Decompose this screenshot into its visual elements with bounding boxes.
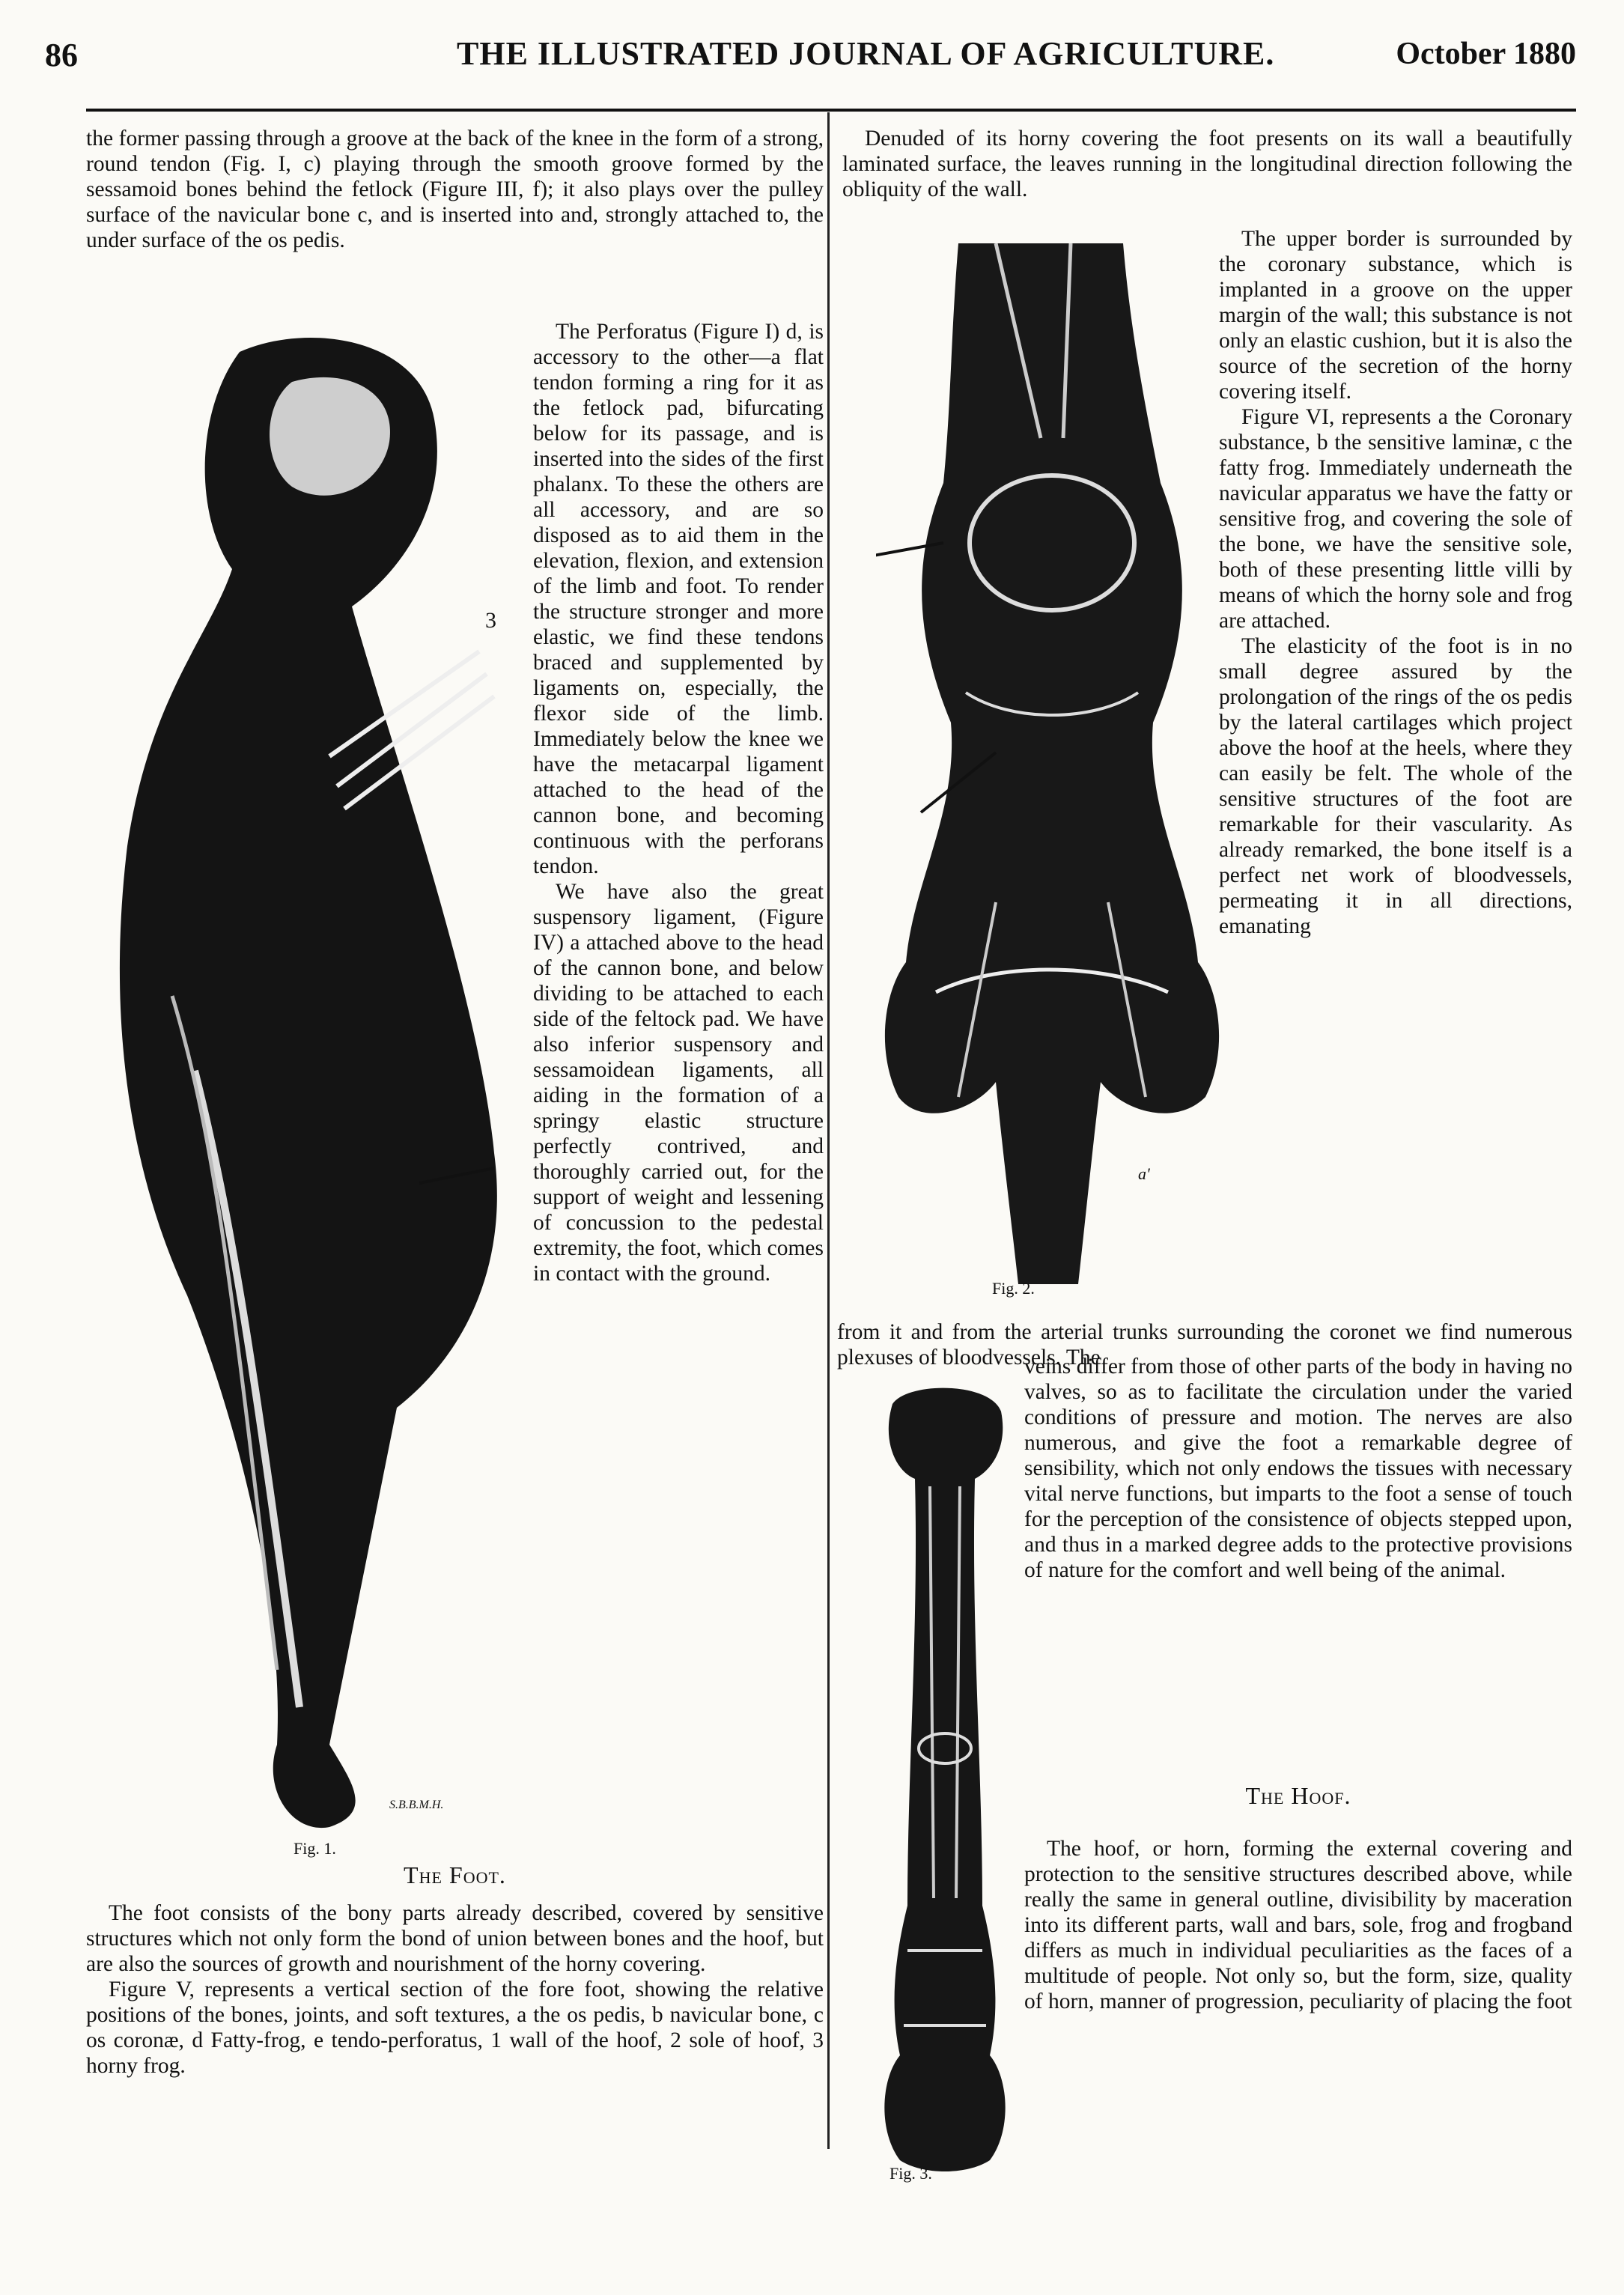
fig2-caption: Fig. 2. bbox=[992, 1279, 1035, 1298]
foot-paragraph-1: The foot consists of the bony parts already described, covered by sensitive structures which not only form the bond of union between bones and the hoof, but are also the sources of growth and nourishment of the horny covering. bbox=[86, 1901, 824, 1976]
elasticity-paragraph: The elasticity of the foot is in no small degree assured by the prolongation of the rings of the os pedis by the lateral cartilages which project above the hoof at the heels, where they can easily be felt. The whole of the sensitive structures of the foot are remarkable for their vascularity. As already remarked, the bone itself is a perfect net work of bloodvessels, permeating it in all directions, emanating bbox=[1219, 634, 1572, 938]
foot-heading: The Foot. bbox=[404, 1861, 506, 1888]
col1-perforatus-text bbox=[533, 319, 824, 1286]
elasticity-continuation: from it and from the arterial trunks surrounding the coronet we find numerous plexuses of bloodvessels. The bbox=[837, 1320, 1572, 1370]
page-number: 86 bbox=[45, 37, 78, 73]
fig1-label-3: 3 bbox=[485, 608, 496, 633]
foot-paragraph-2: Figure V, represents a vertical section of the fore foot, showing the relative positions of the bones, joints, and soft textures, a the os pedis, b navicular bone, c os coronæ, d Fatty-frog, e tendo-perforatus, 1 wall of the hoof, 2 sole of hoof, 3 horny frog. bbox=[86, 1978, 824, 2078]
veins-paragraph: veins differ from those of other parts of the body in having no valves, so as to facilitate the circulation under the varied conditions of pressure and motion. The nerves are also numerous, and give the foot a remarkable degree of sensibility, which not only endows the tissues with necessary vital nerve functions, but imparts to the foot a sense of touch for the perception of the consistence of objects stepped upon, and thus in a marked degree adds to the protective provisions of nature for the comfort and well being of the animal. bbox=[1024, 1355, 1572, 1582]
hoof-heading: The Hoof. bbox=[1245, 1782, 1351, 1809]
upper-border-paragraph: The upper border is surrounded by the coronary substance, which is implanted in a groove on the upper margin of the wall; this substance is not only an elastic cushion, but it is also the source of the secretion of the horny covering itself. bbox=[1219, 227, 1572, 404]
col2-denuded-text bbox=[842, 126, 1572, 202]
hoof-paragraph: The hoof, or horn, forming the external covering and protection to the sensitive structures described above, while really the same in general outline, divisibility by maceration into its different parts, wall and bars, sole, frog and frogband differs as much in individual peculiarities as the faces of a multitude of people. Not only so, but the form, size, quality of horn, manner of progression, peculiarity of placing the foot bbox=[1024, 1837, 1572, 2013]
denuded-paragraph: Denuded of its horny covering the foot presents on its wall a beautifully laminated surface, the leaves running in the longitudinal direction following the obliquity of the wall. bbox=[842, 127, 1572, 201]
fig1-caption: Fig. 1. bbox=[294, 1839, 336, 1858]
col2-right-text bbox=[1219, 226, 1572, 939]
figure-3-bone bbox=[878, 1381, 1012, 2175]
header-rule bbox=[86, 109, 1576, 112]
intro-paragraph: the former passing through a groove at the back of the knee in the form of a strong, round tendon (Fig. I, c) playing through the smooth groove formed by the sessamoid bones behind the fetlock (Figure III, f); it also plays over the pulley surface of the navicular bone c, and is inserted into and, strongly attached to, the under surface of the os pedis. bbox=[86, 127, 824, 252]
fig3-caption: Fig. 3. bbox=[889, 2164, 932, 2183]
journal-title: THE ILLUSTRATED JOURNAL OF AGRICULTURE. bbox=[457, 35, 1275, 72]
figure6-paragraph: Figure VI, represents a the Coronary substance, b the sensitive laminæ, c the fatty frog. Immediately underneath the navicular apparatus we have the fatty or sensitive frog, and covering the sole of the bone, we have the sensitive sole, both of these presenting little villi by means of which the horny sole and frog are attached. bbox=[1219, 405, 1572, 633]
perforatus-paragraph: The Perforatus (Figure I) d, is accessory to the other—a flat tendon forming a ring for it as the fetlock pad, bifurcating below for its passage, and is inserted into the sides of the first phalanx. To these the others are all accessory, and are so disposed as to aid them in the elevation, flexion, and extension of the limb and foot. To render the structure stronger and more elastic, we find these tendons braced and supplemented by ligaments on, especially, the flexor side of the limb. Immediately below the knee we have the metacarpal ligament attached to the head of the cannon bone, and becoming continuous with the perforans tendon. bbox=[533, 320, 824, 878]
issue-date: October 1880 bbox=[1396, 37, 1576, 71]
page-header bbox=[45, 30, 1576, 82]
figure-1-leg-tendons bbox=[105, 322, 524, 1835]
fig1-signature: S.B.B.M.H. bbox=[389, 1799, 444, 1811]
suspensory-paragraph: We have also the great suspensory ligament, (Figure IV) a attached above to the head of the cannon bone, and below dividing to be attached to each side of the feltock pad. We have also inferior suspensory and sessamoidean ligaments, all aiding in the formation of a springy elastic structure perfectly contrived, and thoroughly carried out, for the support of weight and lessening of concussion to the pedestal extremity, the foot, which comes in contact with the ground. bbox=[533, 880, 824, 1286]
column-divider bbox=[827, 112, 830, 2149]
col2-veins-text bbox=[1024, 1354, 1572, 1583]
col1-intro bbox=[86, 126, 824, 253]
fig2-label-a-prime: a' bbox=[1138, 1164, 1150, 1183]
col1-foot-text bbox=[86, 1900, 824, 2079]
figure-2-foot-section bbox=[876, 243, 1228, 1284]
col2-hoof-text bbox=[1024, 1836, 1572, 2014]
